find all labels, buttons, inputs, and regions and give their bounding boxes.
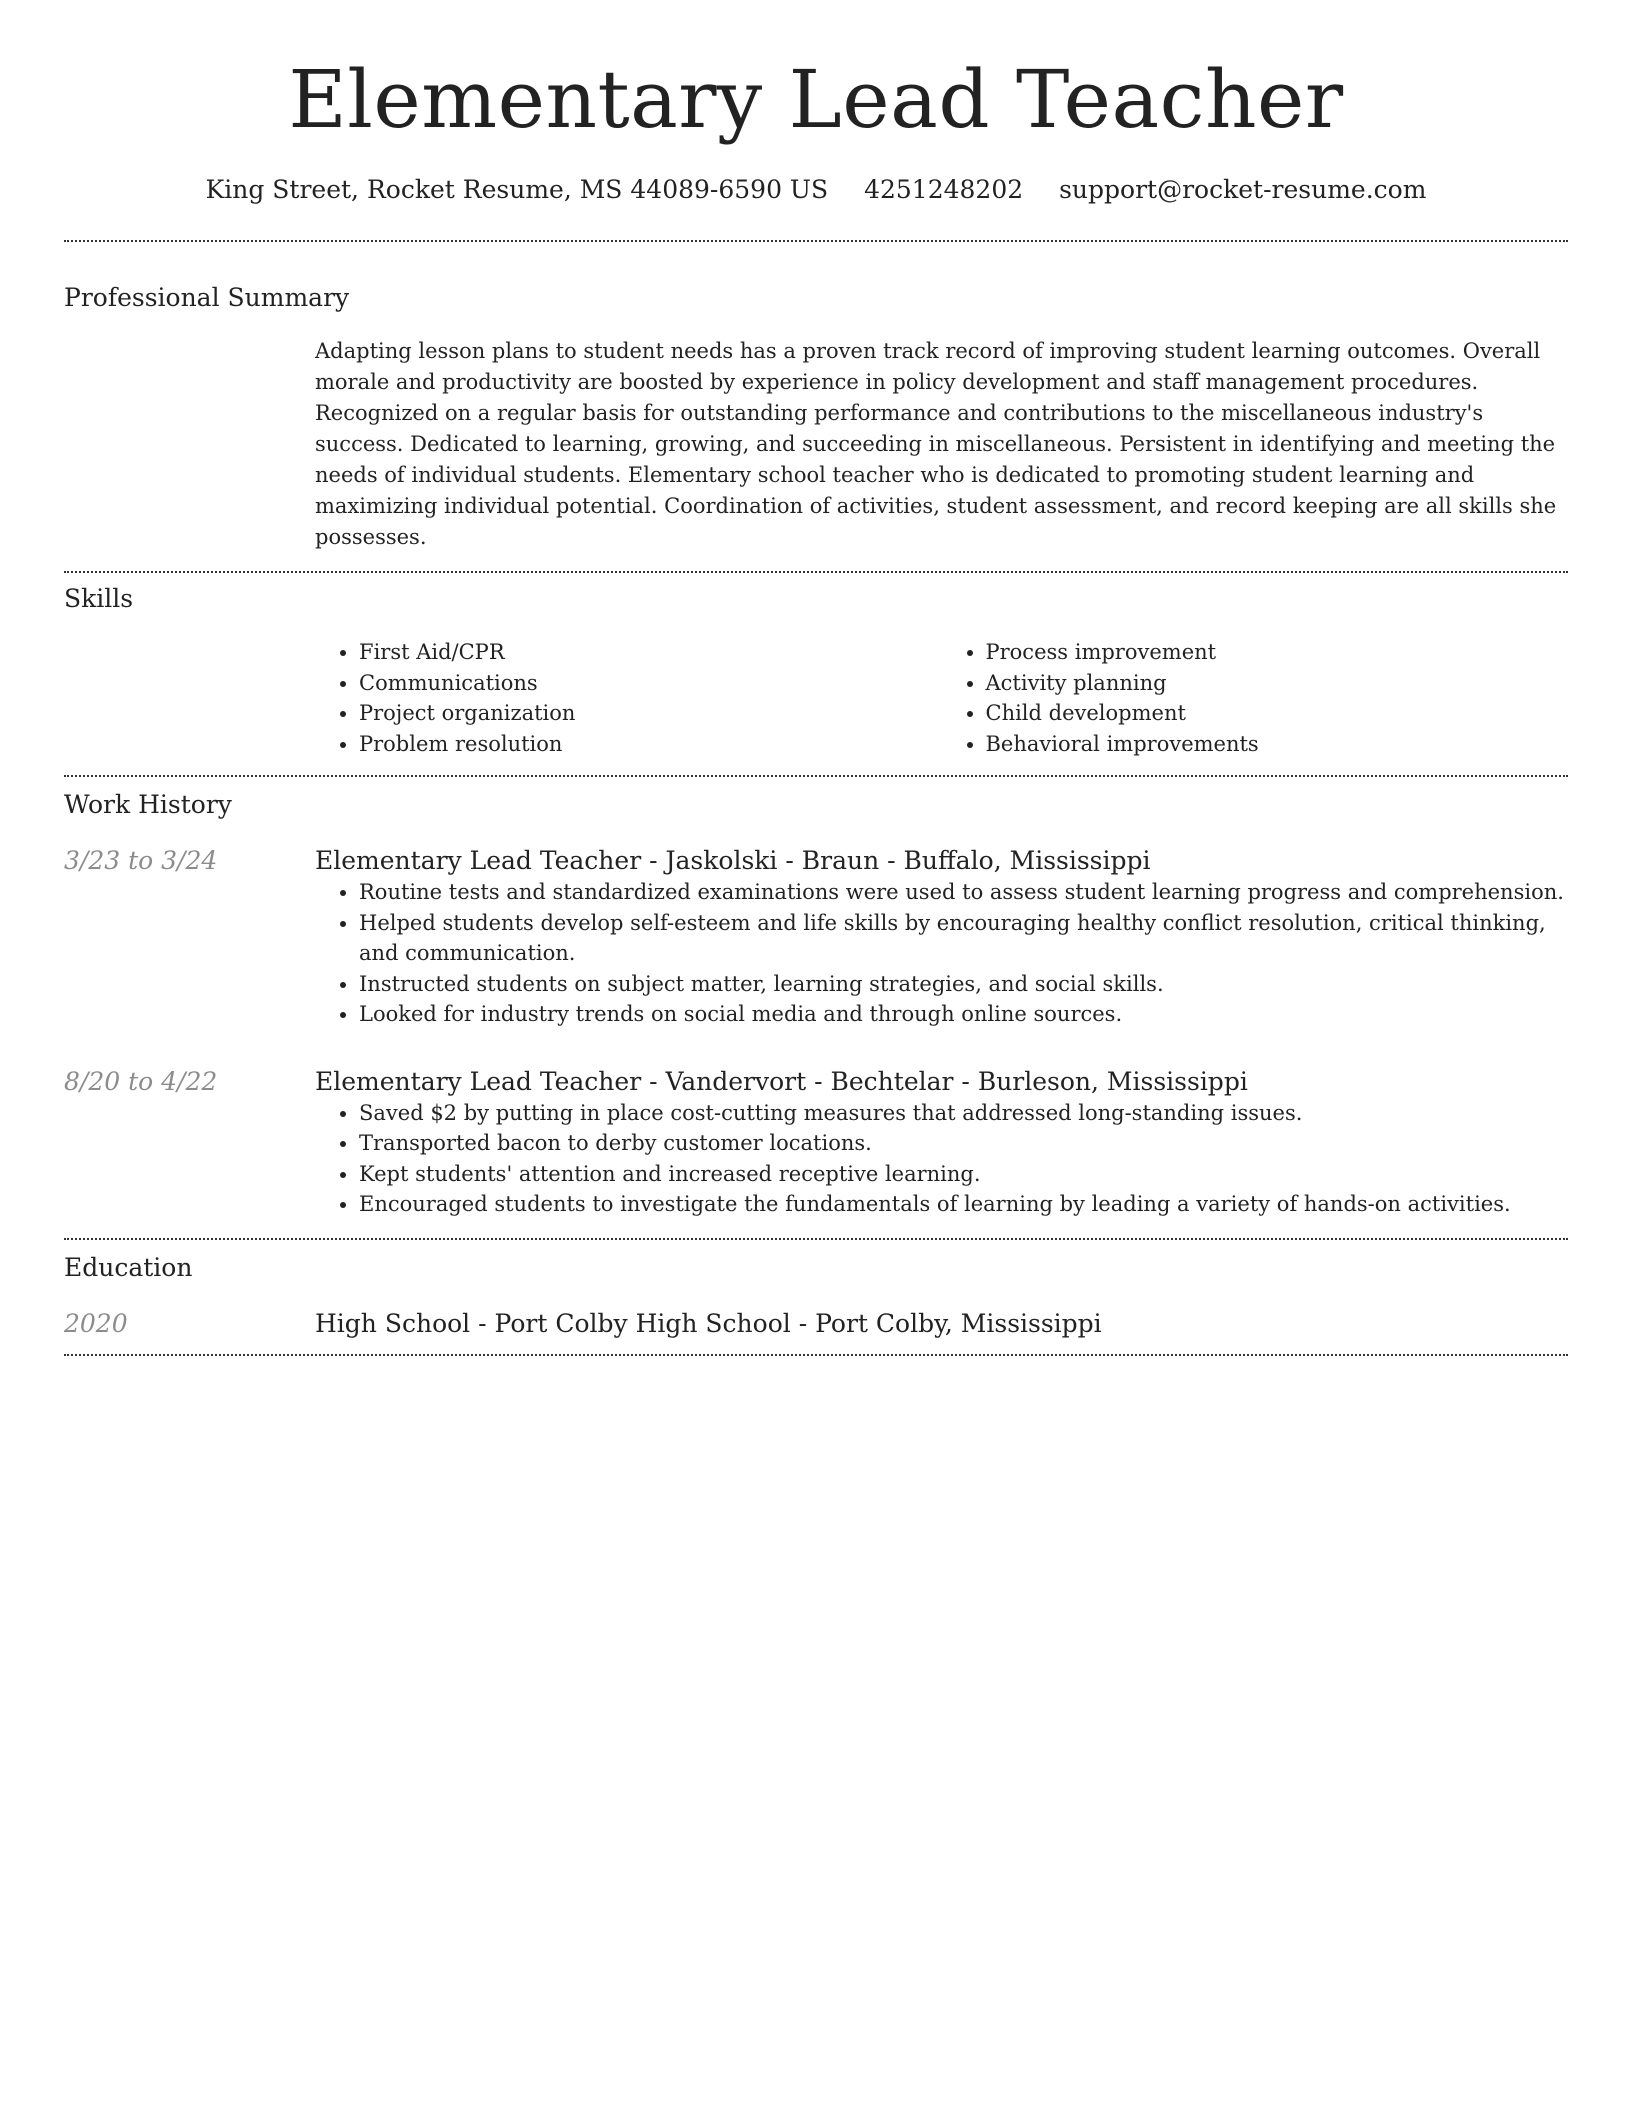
- summary-section: [64, 282, 1568, 571]
- summary-heading: Professional Summary: [64, 283, 350, 312]
- candidate-name: Elementary Lead Teacher: [288, 53, 1344, 146]
- skills-list-left: [315, 637, 942, 759]
- job-entry: [64, 845, 1568, 1030]
- job-bullet: • Kept students' attention and increased receptive learning.: [359, 1159, 1568, 1190]
- section-divider: [64, 1354, 1568, 1356]
- education-entry: [64, 1308, 1568, 1354]
- job-heading: Elementary Lead Teacher - Jaskolski - Braun - Buffalo, Mississippi: [315, 846, 1151, 875]
- job-entry: [64, 1066, 1568, 1220]
- job-bullet: • Encouraged students to investigate the fundamentals of learning by leading a variety of hands-on activities.: [359, 1189, 1568, 1220]
- education-year: 2020: [64, 1308, 128, 1338]
- contact-line: [64, 174, 1568, 206]
- job-bullets: [315, 877, 1568, 1030]
- job-bullets: [315, 1098, 1568, 1220]
- skill-item: • Project organization: [359, 698, 942, 729]
- section-divider: [64, 240, 1568, 242]
- education-section: [64, 1252, 1568, 1354]
- skill-item: • First Aid/CPR: [359, 637, 942, 668]
- job-bullet: • Saved $2 by putting in place cost-cutting measures that addressed long-standing issues.: [359, 1098, 1568, 1129]
- section-divider: [64, 571, 1568, 573]
- skill-item: • Problem resolution: [359, 729, 942, 760]
- skill-item: • Communications: [359, 668, 942, 699]
- education-heading: Education: [64, 1252, 193, 1282]
- skill-item: • Behavioral improvements: [986, 729, 1569, 760]
- job-heading: Elementary Lead Teacher - Vandervort - Bechtelar - Burleson, Mississippi: [315, 1066, 1248, 1096]
- section-divider: [64, 775, 1568, 777]
- job-bullet: • Routine tests and standardized examinations were used to assess student learning progress and comprehension.: [359, 877, 1568, 908]
- work-heading: Work History: [64, 790, 232, 819]
- work-section: [64, 789, 1568, 1238]
- skills-list-right: [942, 637, 1569, 759]
- job-dates: 8/20 to 4/22: [64, 1066, 218, 1096]
- job-bullet: • Helped students develop self-esteem and life skills by encouraging healthy conflict resolution, critical thinking, and communication.: [359, 908, 1568, 969]
- education-heading-line: High School - Port Colby High School - Port Colby, Mississippi: [315, 1308, 1102, 1338]
- skills-heading: Skills: [64, 584, 134, 613]
- skill-item: • Child development: [986, 698, 1569, 729]
- section-divider: [64, 1238, 1568, 1240]
- contact-phone: 4251248202: [864, 175, 1024, 204]
- skills-section: [64, 583, 1568, 775]
- job-bullet: • Instructed students on subject matter, learning strategies, and social skills.: [359, 969, 1568, 1000]
- contact-email: support@rocket-resume.com: [1059, 175, 1427, 204]
- job-dates: 3/23 to 3/24: [64, 846, 218, 875]
- job-bullet: • Transported bacon to derby customer locations.: [359, 1128, 1568, 1159]
- skill-item: • Activity planning: [986, 668, 1569, 699]
- job-bullet: • Looked for industry trends on social media and through online sources.: [359, 999, 1568, 1030]
- contact-address: King Street, Rocket Resume, MS 44089-6590 US: [205, 175, 829, 204]
- skill-item: • Process improvement: [986, 637, 1569, 668]
- summary-text: Adapting lesson plans to student needs has a proven track record of improving student learning outcomes. Overall morale and productivity are boosted by experience in policy development and staff management procedures. Recognized on a regular basis for outstanding performance and contributions to the miscellaneous industry's success. Dedicated to learning, growing, and succeeding in miscellaneous. Persistent in identifying and meeting the needs of individual students. Elementary school teacher who is dedicated to promoting student learning and maximizing individual potential. Coordination of activities, student assessment, and record keeping are all skills she possesses.: [315, 339, 1557, 549]
